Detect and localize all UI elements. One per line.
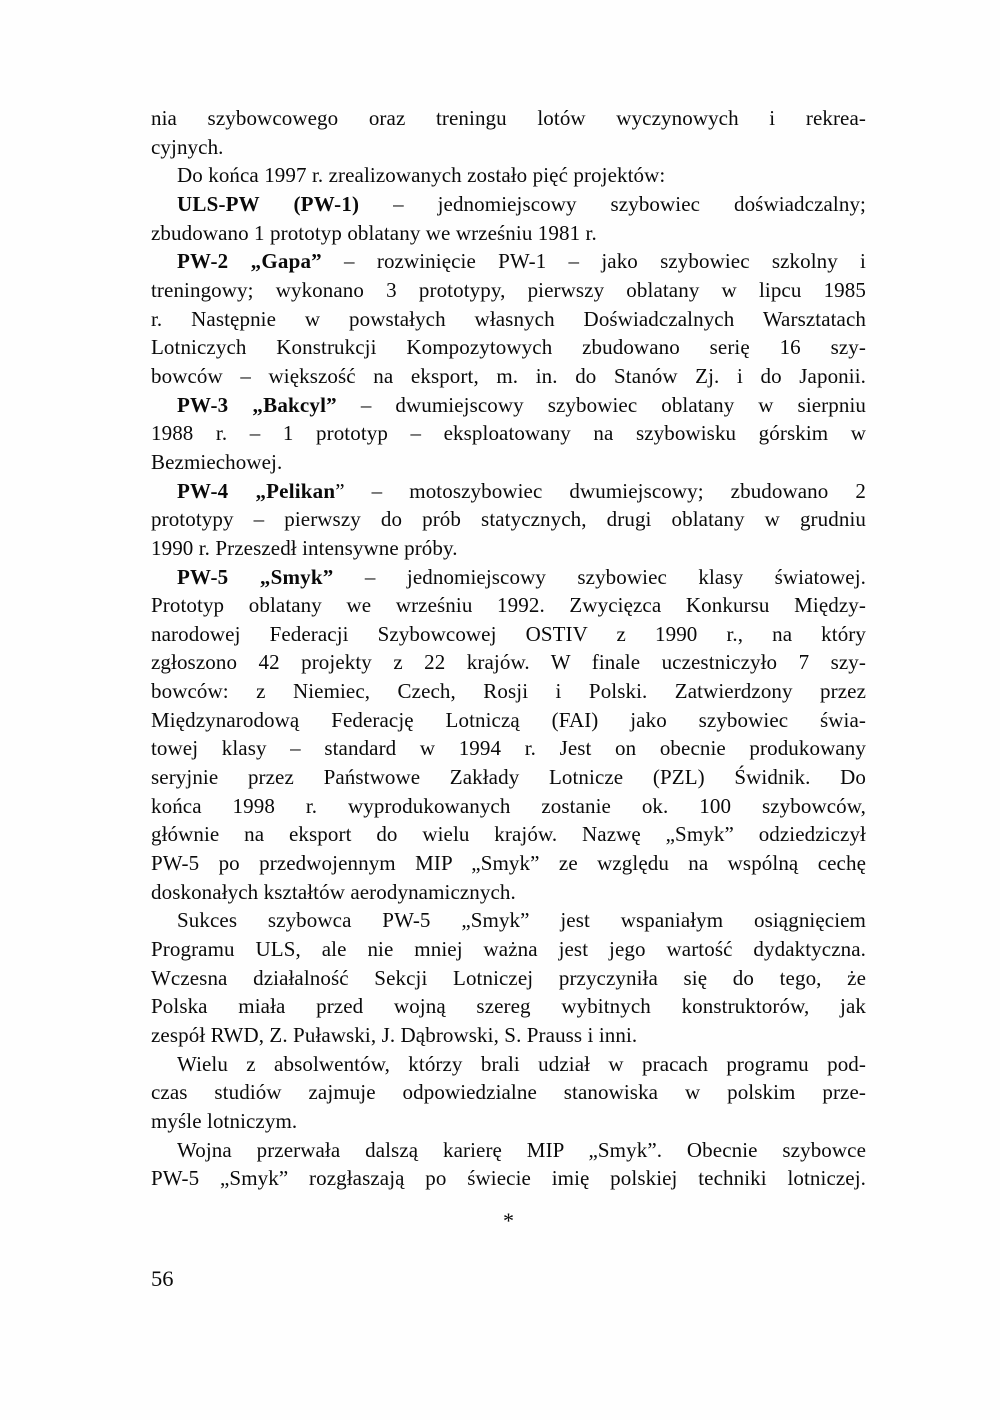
text-line xyxy=(151,992,866,1021)
text-line xyxy=(151,190,866,219)
text-line xyxy=(151,477,866,506)
text-line xyxy=(151,1136,866,1165)
line-text: ” – motoszybowiec dwumiejscowy; zbudowano 2 xyxy=(335,478,866,503)
text-line xyxy=(151,333,866,362)
text-line xyxy=(151,161,866,190)
line-text: Do końca 1997 r. zrealizowanych zostało pięć projektów: xyxy=(177,163,666,188)
text-line xyxy=(151,534,866,563)
line-text: Prototyp oblatany we wrześniu 1992. Zwycięzca Konkursu Między- xyxy=(151,593,866,618)
line-text: zbudowano 1 prototyp oblatany we wrześniu 1981 r. xyxy=(151,220,597,245)
line-lead: PW-3 „Bakcyl” xyxy=(177,392,337,417)
line-text: – rozwinięcie PW-1 – jako szybowiec szkolny i xyxy=(321,249,866,274)
text-line xyxy=(151,247,866,276)
text-line xyxy=(151,677,866,706)
text-line xyxy=(151,362,866,391)
line-text: czas studiów zajmuje odpowiedzialne stanowiska w polskim prze- xyxy=(151,1080,866,1105)
text-line xyxy=(151,620,866,649)
line-text: myśle lotniczym. xyxy=(151,1108,298,1133)
line-text: – dwumiejscowy szybowiec oblatany w sierpniu xyxy=(336,392,866,417)
text-line xyxy=(151,448,866,477)
text-line xyxy=(151,706,866,735)
text-line xyxy=(151,648,866,677)
line-text: prototypy – pierwszy do prób statycznych, drugi oblatany w grudniu xyxy=(151,507,866,532)
text-line xyxy=(151,1107,866,1136)
text-line xyxy=(151,1078,866,1107)
line-lead: PW-4 „Pelikan xyxy=(177,478,336,503)
body-text xyxy=(151,104,866,1193)
text-line xyxy=(151,591,866,620)
text-line xyxy=(151,935,866,964)
text-line xyxy=(151,219,866,248)
line-text: Sukces szybowca PW-5 „Smyk” jest wspaniałym osiągnięciem xyxy=(177,908,866,933)
line-text: bowców: z Niemiec, Czech, Rosji i Polski. Zatwierdzony przez xyxy=(151,679,866,704)
text-line xyxy=(151,964,866,993)
line-lead: PW-5 „Smyk” xyxy=(177,564,334,589)
line-text: PW-5 po przedwojennym MIP „Smyk” ze względu na wspólną cechę xyxy=(151,851,866,876)
text-line xyxy=(151,104,866,133)
line-text: Polska miała przed wojną szereg wybitnych konstruktorów, jak xyxy=(151,994,866,1019)
line-text: seryjnie przez Państwowe Zakłady Lotnicze (PZL) Świdnik. Do xyxy=(151,765,866,790)
text-line xyxy=(151,849,866,878)
text-line xyxy=(151,734,866,763)
text-line xyxy=(151,563,866,592)
line-text: bowców – większość na eksport, m. in. do Stanów Zj. i do Japonii. xyxy=(151,363,866,388)
page-number: 56 xyxy=(151,1266,174,1291)
text-line xyxy=(151,1164,866,1193)
line-text: PW-5 „Smyk” rozgłaszają po świecie imię polskiej techniki lotniczej. xyxy=(151,1166,866,1191)
line-text: Wielu z absolwentów, którzy brali udział w pracach programu pod- xyxy=(177,1051,866,1076)
text-line xyxy=(151,276,866,305)
line-lead: ULS-PW (PW-1) xyxy=(177,191,360,216)
line-text: nia szybowcowego oraz treningu lotów wyczynowych i rekrea- xyxy=(151,106,866,130)
section-separator: * xyxy=(503,1208,514,1233)
text-line xyxy=(151,792,866,821)
line-text: Lotniczych Konstrukcji Kompozytowych zbudowano serię 16 szy- xyxy=(151,335,866,360)
line-text: towej klasy – standard w 1994 r. Jest on obecnie produkowany xyxy=(151,736,866,761)
line-text: Bezmiechowej. xyxy=(151,449,283,474)
line-text: końca 1998 r. wyprodukowanych zostanie ok. 100 szybowców, xyxy=(151,793,866,818)
line-text: zgłoszono 42 projekty z 22 krajów. W finale uczestniczyło 7 szy- xyxy=(151,650,866,675)
line-text: Międzynarodową Federację Lotniczą (FAI) jako szybowiec świa- xyxy=(151,707,866,732)
line-text: 1988 r. – 1 prototyp – eksploatowany na szybowisku górskim w xyxy=(151,421,866,446)
line-text: r. Następnie w powstałych własnych Doświadczalnych Warsztatach xyxy=(151,306,866,331)
line-text: – jednomiejscowy szybowiec doświadczalny; xyxy=(359,191,866,216)
text-line xyxy=(151,419,866,448)
text-line xyxy=(151,1021,866,1050)
text-line xyxy=(151,820,866,849)
text-line xyxy=(151,906,866,935)
line-text: doskonałych kształtów aerodynamicznych. xyxy=(151,879,516,904)
line-text: – jednomiejscowy szybowiec klasy światowej. xyxy=(333,564,867,589)
line-text: narodowej Federacji Szybowcowej OSTIV z 1990 r., na który xyxy=(151,621,866,646)
text-line xyxy=(151,1050,866,1079)
line-text: zespół RWD, Z. Puławski, J. Dąbrowski, S. Prauss i inni. xyxy=(151,1023,638,1047)
text-line xyxy=(151,391,866,420)
line-text: głównie na eksport do wielu krajów. Nazwę „Smyk” odziedziczył xyxy=(151,822,866,847)
text-line xyxy=(151,133,866,162)
line-text: Wojna przerwała dalszą karierę MIP „Smyk”. Obecnie szybowce xyxy=(177,1137,866,1162)
line-lead: PW-2 „Gapa” xyxy=(177,249,322,274)
line-text: 1990 r. Przeszedł intensywne próby. xyxy=(151,535,458,560)
text-line xyxy=(151,878,866,907)
text-line xyxy=(151,305,866,334)
line-text: Programu ULS, ale nie mniej ważna jest jego wartość dydaktyczna. xyxy=(151,937,866,962)
text-line xyxy=(151,763,866,792)
line-text: cyjnych. xyxy=(151,134,224,159)
line-text: treningowy; wykonano 3 prototypy, pierwszy oblatany w lipcu 1985 xyxy=(151,277,866,302)
text-line xyxy=(151,505,866,534)
line-text: Wczesna działalność Sekcji Lotniczej przyczyniła się do tego, że xyxy=(151,965,866,990)
